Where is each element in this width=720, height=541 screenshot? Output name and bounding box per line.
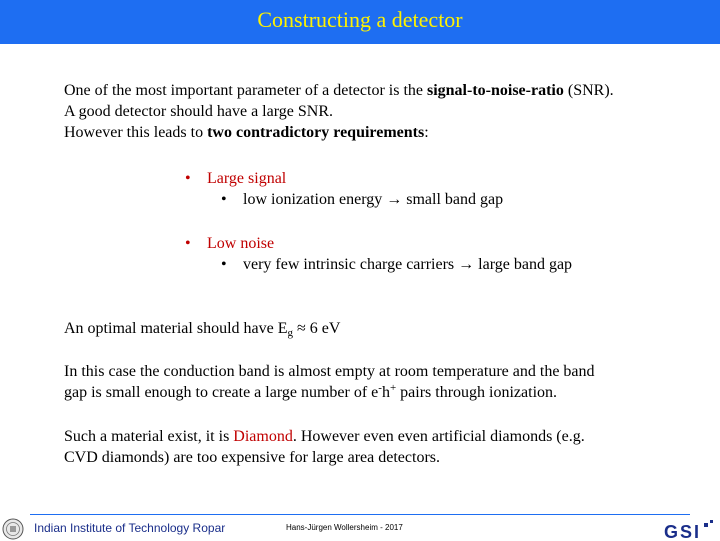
optimal-material-line: An optimal material should have $E_g \approx 6$ eV — [64, 320, 341, 339]
gsi-logo-icon — [662, 519, 718, 541]
institute-name: Indian Institute of Technology Ropar — [34, 521, 226, 535]
intro-line-1: One of the most important parameter of a detector is the signal-to-noise-ratio (SNR). — [64, 82, 614, 99]
intro-line-3: However this leads to two contradictory requirements: — [64, 124, 429, 141]
diamond-paragraph: Such a material exist, it is Diamond. However even even artificial diamonds (e.g. CVD diamonds) are too expensive for large area detectors. — [64, 428, 585, 466]
title-bar — [0, 0, 720, 44]
slide-title: Constructing a detector — [257, 7, 463, 32]
svg-text:GSI: GSI — [664, 522, 702, 541]
contradictory-term: two contradictory requirements — [207, 124, 425, 141]
institute-seal-icon — [2, 518, 24, 540]
conduction-paragraph: In this case the conduction band is almost empty at room temperature and the band gap is small enough to create a large number of e-h+ pairs through ionization. — [64, 363, 595, 401]
bullet-marker: • — [185, 235, 191, 252]
sub-bullet-marker: • — [221, 256, 227, 273]
intro-paragraph — [64, 80, 614, 143]
diamond-term: Diamond — [233, 428, 293, 445]
sub-bullet-marker: • — [221, 191, 227, 208]
footer-divider — [30, 514, 690, 515]
sub-bullet-text: low ionization energy → small band gap — [243, 191, 504, 208]
bullet-low-noise — [185, 233, 572, 275]
sub-bullet-text: very few intrinsic charge carriers → large band gap — [243, 256, 573, 273]
bullet-label: Low noise — [207, 235, 275, 252]
bullet-large-signal — [185, 168, 503, 210]
author-credit: Hans-Jürgen Wollersheim - 2017 — [286, 523, 403, 532]
bullet-label: Large signal — [207, 170, 287, 187]
footer — [0, 512, 720, 540]
bullet-marker: • — [185, 170, 191, 187]
snr-term: signal-to-noise-ratio — [426, 82, 564, 99]
intro-line-2: A good detector should have a large SNR. — [64, 103, 333, 120]
